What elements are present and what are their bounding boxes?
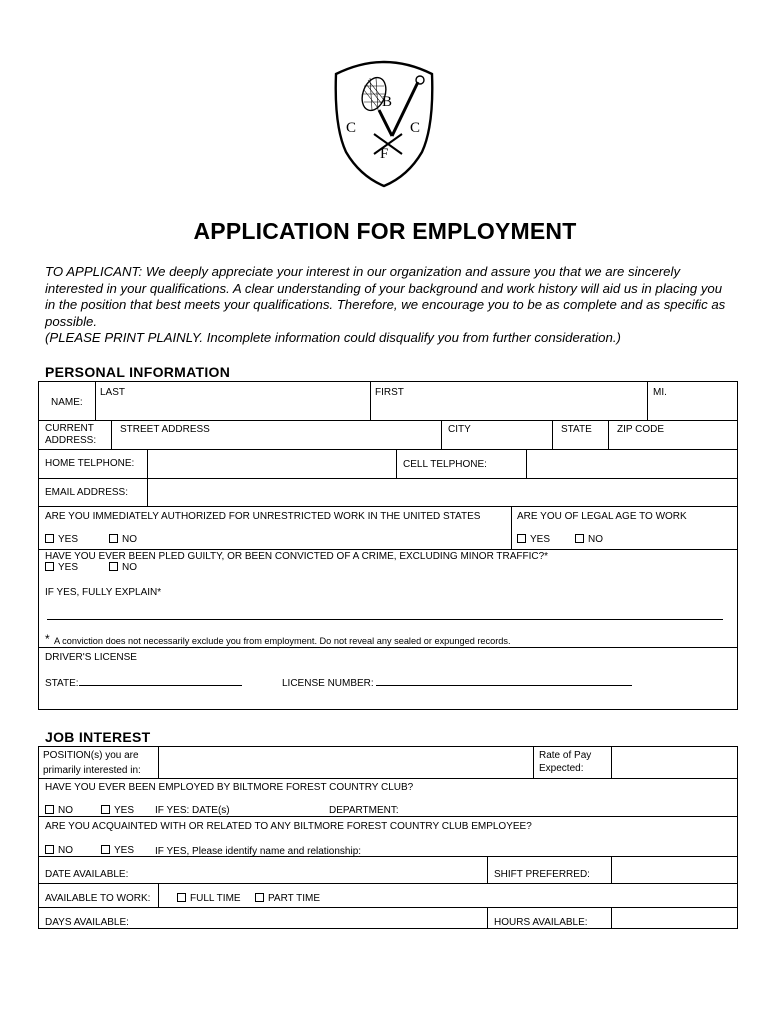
home-phone-field[interactable]	[148, 450, 395, 477]
address-label-line1: CURRENT	[45, 423, 94, 434]
checkbox-icon	[45, 845, 54, 854]
first-name-label: FIRST	[375, 387, 404, 398]
name-label: NAME:	[51, 397, 83, 408]
checkbox-icon	[255, 893, 264, 902]
shift-preferred-label: SHIFT PREFERRED:	[494, 869, 590, 880]
position-label-line1: POSITION(s) you are	[43, 750, 139, 761]
address-label-line2: ADDRESS:	[45, 435, 97, 446]
legal-age-no-option[interactable]: NO	[575, 534, 603, 545]
authorized-yes-option[interactable]: YES	[45, 534, 78, 545]
explain-label: IF YES, FULLY EXPLAIN*	[45, 587, 162, 598]
city-label: CITY	[448, 424, 471, 435]
available-to-work-label: AVAILABLE TO WORK:	[45, 893, 151, 904]
identify-label: IF YES, Please identify name and relationship:	[155, 846, 362, 857]
license-number-field[interactable]	[376, 676, 632, 686]
days-available-label: DAYS AVAILABLE:	[45, 917, 129, 928]
explain-line[interactable]	[47, 619, 723, 620]
drivers-license-label: DRIVER'S LICENSE	[45, 652, 137, 663]
legal-age-yes-option[interactable]: YES	[517, 534, 550, 545]
email-field[interactable]	[148, 479, 736, 505]
asterisk-mark: *	[45, 632, 50, 646]
position-label-line2: primarily interested in:	[43, 765, 141, 776]
dl-state-label: STATE:	[45, 676, 242, 689]
full-time-option[interactable]: FULL TIME	[177, 893, 241, 904]
home-phone-label: HOME TELPHONE:	[45, 458, 135, 469]
checkbox-icon	[45, 562, 54, 571]
days-available-field[interactable]	[179, 908, 485, 928]
conviction-yes-option[interactable]: YES	[45, 562, 78, 573]
checkbox-icon	[517, 534, 526, 543]
rate-label-line1: Rate of Pay	[539, 750, 592, 761]
legal-age-question: ARE YOU OF LEGAL AGE TO WORK	[517, 511, 687, 522]
related-no-option[interactable]: NO	[45, 845, 73, 856]
part-time-option[interactable]: PART TIME	[255, 893, 320, 904]
rate-field[interactable]	[612, 748, 736, 777]
last-name-label: LAST	[100, 387, 126, 398]
department-label: DEPARTMENT:	[329, 805, 399, 816]
date-available-field[interactable]	[179, 857, 485, 882]
zip-label: ZIP CODE	[617, 424, 665, 435]
hours-available-label: HOURS AVAILABLE:	[494, 917, 588, 928]
checkbox-icon	[45, 534, 54, 543]
cell-phone-label: CELL TELPHONE:	[403, 459, 487, 470]
employed-question: HAVE YOU EVER BEEN EMPLOYED BY BILTMORE FOREST COUNTRY CLUB?	[45, 782, 414, 793]
svg-text:B: B	[382, 94, 393, 110]
checkbox-icon	[109, 534, 118, 543]
svg-text:C: C	[346, 120, 357, 136]
position-field[interactable]	[159, 748, 532, 777]
conviction-note: A conviction does not necessarily exclude you from employment. Do not reveal any sealed or expunged records.	[54, 636, 511, 646]
checkbox-icon	[101, 805, 110, 814]
checkbox-icon	[177, 893, 186, 902]
checkbox-icon	[45, 805, 54, 814]
authorized-question: ARE YOU IMMEDIATELY AUTHORIZED FOR UNRESTRICTED WORK IN THE UNITED STATES	[45, 511, 481, 522]
related-yes-option[interactable]: YES	[101, 845, 134, 856]
svg-text:C: C	[410, 120, 421, 136]
shift-preferred-field[interactable]	[612, 857, 736, 882]
street-label: STREET ADDRESS	[120, 424, 210, 435]
checkbox-icon	[575, 534, 584, 543]
email-label: EMAIL ADDRESS:	[45, 487, 128, 498]
rate-label-line2: Expected:	[539, 763, 584, 774]
intro-paragraph: TO APPLICANT: We deeply appreciate your interest in our organization and assure you that we are sincerely interested in your qualifications. A clear understanding of your background and work history will aid us in placing you in the position that best meets your qualifications. Therefore, we encourage you to be as complete and as specific as possible.	[45, 264, 726, 329]
intro-text	[45, 264, 735, 347]
checkbox-icon	[101, 845, 110, 854]
first-name-field[interactable]	[371, 398, 646, 419]
employed-no-option[interactable]: NO	[45, 805, 73, 816]
license-number-label: LICENSE NUMBER:	[282, 676, 632, 689]
checkbox-icon	[109, 562, 118, 571]
last-name-field[interactable]	[96, 398, 369, 419]
page-title: APPLICATION FOR EMPLOYMENT	[193, 218, 577, 244]
conviction-question: HAVE YOU EVER BEEN PLED GUILTY, OR BEEN CONVICTED OF A CRIME, EXCLUDING MINOR TRAFFIC?*	[45, 551, 549, 562]
personal-heading: PERSONAL INFORMATION	[45, 364, 231, 380]
state-label: STATE	[561, 424, 592, 435]
personal-info-table	[38, 381, 738, 710]
date-available-label: DATE AVAILABLE:	[45, 869, 129, 880]
middle-initial-label: MI.	[653, 387, 667, 398]
employed-yes-option[interactable]: YES	[101, 805, 134, 816]
intro-note: (PLEASE PRINT PLAINLY. Incomplete information could disqualify you from further consideration.)	[45, 330, 621, 346]
club-crest-icon	[330, 56, 438, 188]
svg-text:F: F	[380, 146, 389, 162]
middle-initial-field[interactable]	[648, 398, 736, 419]
employed-dates-label: IF YES: DATE(s)	[155, 805, 230, 816]
related-question: ARE YOU ACQUAINTED WITH OR RELATED TO ANY BILTMORE FOREST COUNTRY CLUB EMPLOYEE?	[45, 821, 532, 832]
authorized-no-option[interactable]: NO	[109, 534, 137, 545]
cell-phone-field[interactable]	[527, 450, 736, 477]
conviction-no-option[interactable]: NO	[109, 562, 137, 573]
job-interest-table	[38, 746, 738, 929]
hours-available-field[interactable]	[612, 908, 736, 928]
job-interest-heading: JOB INTEREST	[45, 729, 151, 745]
dl-state-field[interactable]	[79, 676, 242, 686]
